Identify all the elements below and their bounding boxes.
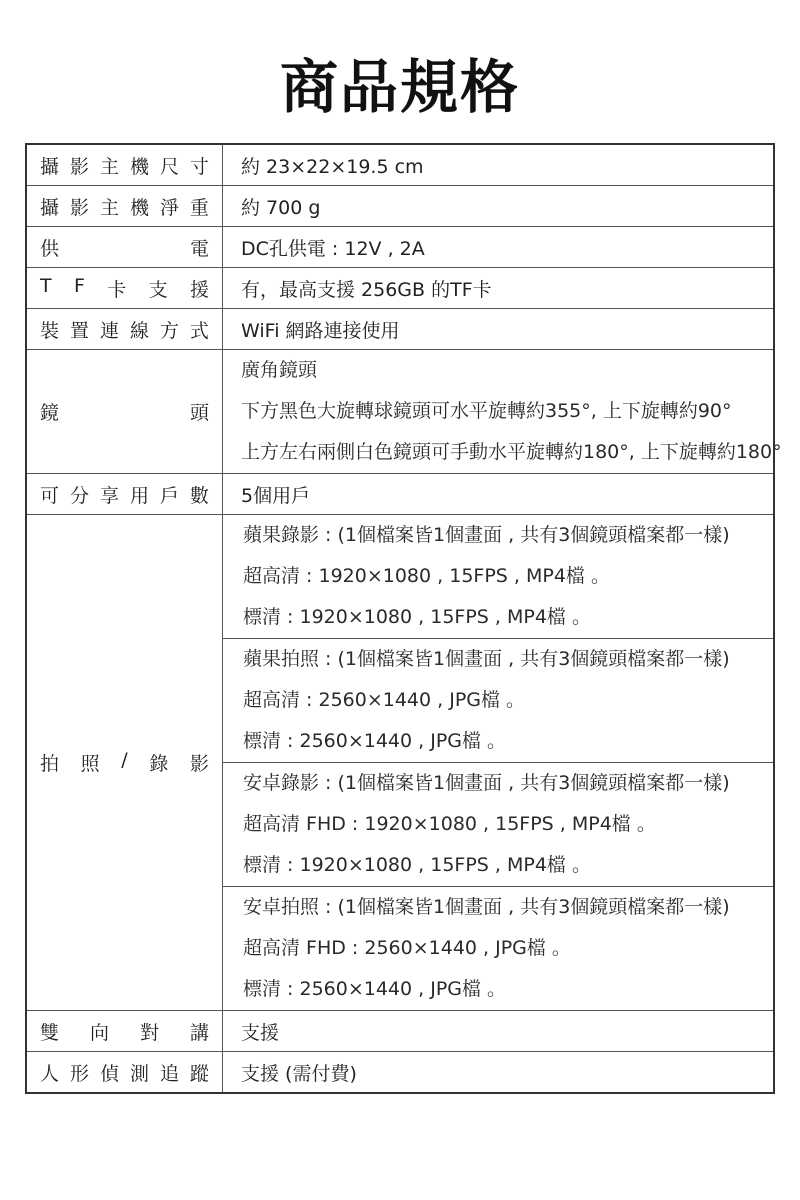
spec-label-cell — [26, 515, 223, 1011]
android-video-block — [223, 762, 773, 886]
apple-video-block — [223, 515, 773, 638]
format-line: 安卓拍照 : (1個檔案皆1個畫面 , 共有3個鏡頭檔案都一樣) — [243, 896, 730, 918]
spec-value-lens — [223, 350, 782, 474]
spec-value-human-tracking: 支援 (需付費) — [223, 1052, 775, 1094]
format-line: 蘋果錄影 : (1個檔案皆1個畫面 , 共有3個鏡頭檔案都一樣) — [243, 524, 730, 546]
spec-label-users: 可 分 享 用 戶 數 — [40, 484, 209, 507]
spec-label-cell — [26, 350, 223, 474]
format-line: 標清 : 1920×1080 , 15FPS , MP4檔 。 — [243, 854, 591, 876]
spec-row-users — [26, 474, 774, 515]
spec-label-photo-video: 拍 照 / 錄 影 — [40, 749, 209, 775]
spec-row-photo-video — [26, 515, 774, 1011]
android-photo-block — [223, 886, 773, 1010]
spec-label-cell — [26, 1011, 223, 1052]
spec-label-human-tracking: 人 形 偵 測 追 蹤 — [40, 1062, 209, 1085]
page-title: 商品規格 — [279, 53, 520, 121]
format-line: 超高清 : 2560×1440 , JPG檔 。 — [243, 689, 526, 711]
format-line: 超高清 FHD : 1920×1080 , 15FPS , MP4檔 。 — [243, 813, 656, 835]
spec-row-tf-card — [26, 268, 774, 309]
spec-value-photo-video — [223, 515, 775, 1011]
spec-label-connection: 裝 置 連 線 方 式 — [40, 319, 209, 342]
spec-label-weight: 攝 影 主 機 淨 重 — [40, 196, 209, 219]
format-line: 標清 : 1920×1080 , 15FPS , MP4檔 。 — [243, 606, 591, 628]
spec-row-two-way-audio — [26, 1011, 774, 1052]
spec-label-cell — [26, 309, 223, 350]
format-line: 超高清 : 1920×1080 , 15FPS , MP4檔 。 — [243, 565, 610, 587]
spec-label-two-way-audio: 雙 向 對 講 — [40, 1021, 209, 1044]
spec-value-power: DC孔供電 : 12V , 2A — [223, 227, 775, 268]
spec-label-cell — [26, 227, 223, 268]
format-line: 超高清 FHD : 2560×1440 , JPG檔 。 — [243, 937, 571, 959]
spec-row-connection — [26, 309, 774, 350]
spec-value-weight: 約 700 g — [223, 186, 775, 227]
spec-label-tf-card: T F 卡 支 援 — [40, 274, 209, 301]
spec-row-weight — [26, 186, 774, 227]
spec-label-dimensions: 攝 影 主 機 尺 寸 — [40, 155, 209, 178]
spec-value-users: 5個用戶 — [223, 474, 775, 515]
spec-label-cell — [26, 144, 223, 186]
format-line: 標清 : 2560×1440 , JPG檔 。 — [243, 730, 507, 752]
spec-value-dimensions: 約 23×22×19.5 cm — [223, 144, 775, 186]
spec-row-dimensions — [26, 144, 774, 186]
lens-line: 下方黑色大旋轉球鏡頭可水平旋轉約355°, 上下旋轉約90° — [241, 400, 732, 422]
spec-value-tf-card: 有，最高支援 256GB 的TF卡 — [223, 268, 775, 309]
lens-line: 廣角鏡頭 — [241, 359, 318, 381]
spec-value-connection: WiFi 網路連接使用 — [223, 309, 775, 350]
format-line: 安卓錄影 : (1個檔案皆1個畫面 , 共有3個鏡頭檔案都一樣) — [243, 772, 730, 794]
spec-label-lens: 鏡 頭 — [40, 402, 209, 424]
spec-label-cell — [26, 474, 223, 515]
lens-line: 上方左右兩側白色鏡頭可手動水平旋轉約180°, 上下旋轉約180° — [241, 441, 782, 463]
spec-value-two-way-audio: 支援 — [223, 1011, 775, 1052]
spec-row-human-tracking — [26, 1052, 774, 1094]
spec-table — [25, 143, 782, 1094]
spec-label-cell — [26, 1052, 223, 1094]
spec-row-lens — [26, 350, 774, 474]
spec-label-cell — [26, 186, 223, 227]
spec-label-cell — [26, 268, 223, 309]
spec-label-power: 供 電 — [40, 237, 209, 260]
apple-photo-block — [223, 638, 773, 762]
format-line: 標清 : 2560×1440 , JPG檔 。 — [243, 978, 507, 1000]
format-line: 蘋果拍照 : (1個檔案皆1個畫面 , 共有3個鏡頭檔案都一樣) — [243, 648, 730, 670]
spec-row-power — [26, 227, 774, 268]
